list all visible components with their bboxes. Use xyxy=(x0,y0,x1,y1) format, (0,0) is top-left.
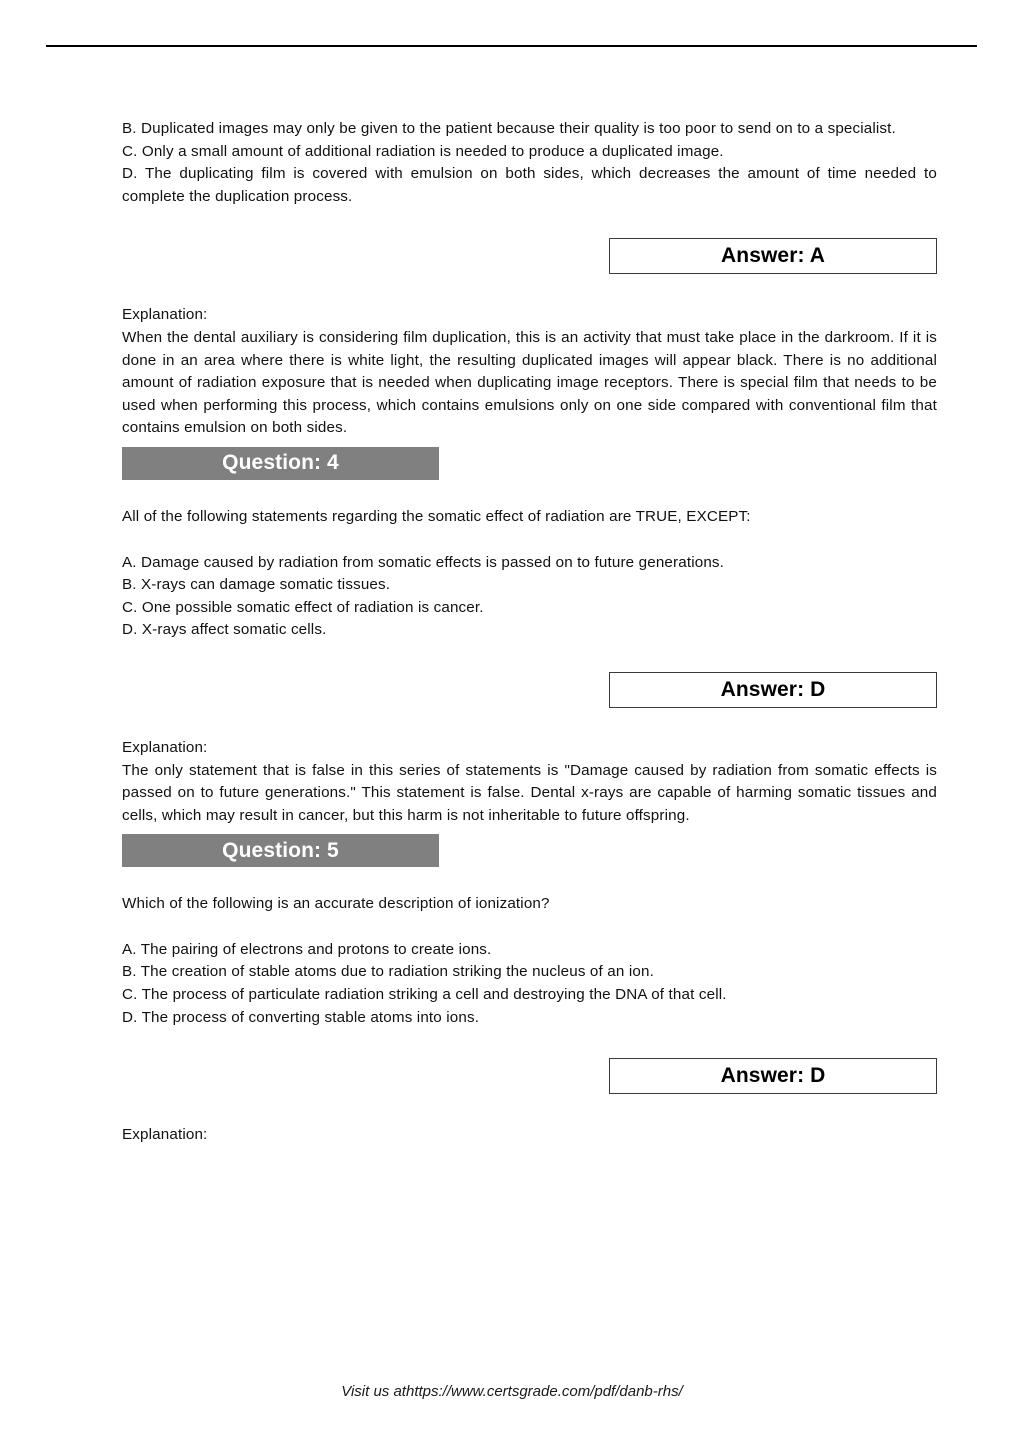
option-d-continued: D. The duplicating film is covered with emulsion on both sides, which decreases the amount of time needed to complete the duplication process. xyxy=(122,165,937,205)
footer-link[interactable]: Visit us athttps://www.certsgrade.com/pdf/danb-rhs/ xyxy=(341,1383,683,1400)
answer-row-2 xyxy=(122,672,937,708)
document-content xyxy=(122,118,937,1147)
answer-row-3 xyxy=(122,1058,937,1094)
explanation-heading-2: Explanation: xyxy=(122,738,208,756)
question-banner-row-4 xyxy=(122,447,937,480)
question-5-option-a: A. The pairing of electrons and protons to create ions. xyxy=(122,940,492,958)
question-4-stem: All of the following statements regarding the somatic effect of radiation are TRUE, EXCEPT: xyxy=(122,507,751,525)
option-c-continued: C. Only a small amount of additional radiation is needed to produce a duplicated image. xyxy=(122,142,724,160)
explanation-body-2: The only statement that is false in this series of statements is "Damage caused by radiation from somatic effects is passed on to future generations." This statement is false. Dental x-rays are capable of harming somatic tissues and cells, which may result in cancer, but this harm is not inheritable to future offspring. xyxy=(122,761,937,824)
question-5-option-b: B. The creation of stable atoms due to radiation striking the nucleus of an ion. xyxy=(122,963,654,981)
question-5-option-c: C. The process of particulate radiation striking a cell and destroying the DNA of that cell. xyxy=(122,986,727,1004)
explanation-body-1: When the dental auxiliary is considering film duplication, this is an activity that must take place in the darkroom. If it is done in an area where there is white light, the resulting duplicated images will appear black. There is no additional amount of radiation exposure that is needed when duplicating image receptors. There is special film that needs to be used when performing this process, which contains emulsions only on one side compared with conventional film that contains emulsion on both sides. xyxy=(122,328,937,437)
answer-box-3: Answer: D xyxy=(609,1058,937,1094)
question-banner-4: Question: 4 xyxy=(122,447,439,480)
header-divider xyxy=(46,45,977,47)
explanation-heading-1: Explanation: xyxy=(122,306,208,324)
answer-box-2: Answer: D xyxy=(609,672,937,708)
answer-box-1: Answer: A xyxy=(609,238,937,274)
question-banner-5: Question: 5 xyxy=(122,834,439,867)
question-5-option-d: D. The process of converting stable atoms into ions. xyxy=(122,1008,480,1026)
option-b-continued: B. Duplicated images may only be given to the patient because their quality is too poor to send on to a specialist. xyxy=(122,120,896,137)
explanation-heading-3: Explanation: xyxy=(122,1126,208,1144)
question-5-stem: Which of the following is an accurate description of ionization? xyxy=(122,895,550,913)
question-4-option-c: C. One possible somatic effect of radiation is cancer. xyxy=(122,598,484,616)
question-4-option-d: D. X-rays affect somatic cells. xyxy=(122,621,327,639)
answer-row-1 xyxy=(122,238,937,274)
question-4-option-b: B. X-rays can damage somatic tissues. xyxy=(122,576,391,594)
question-4-option-a: A. Damage caused by radiation from somatic effects is passed on to future generations. xyxy=(122,553,725,571)
question-banner-row-5 xyxy=(122,834,937,867)
